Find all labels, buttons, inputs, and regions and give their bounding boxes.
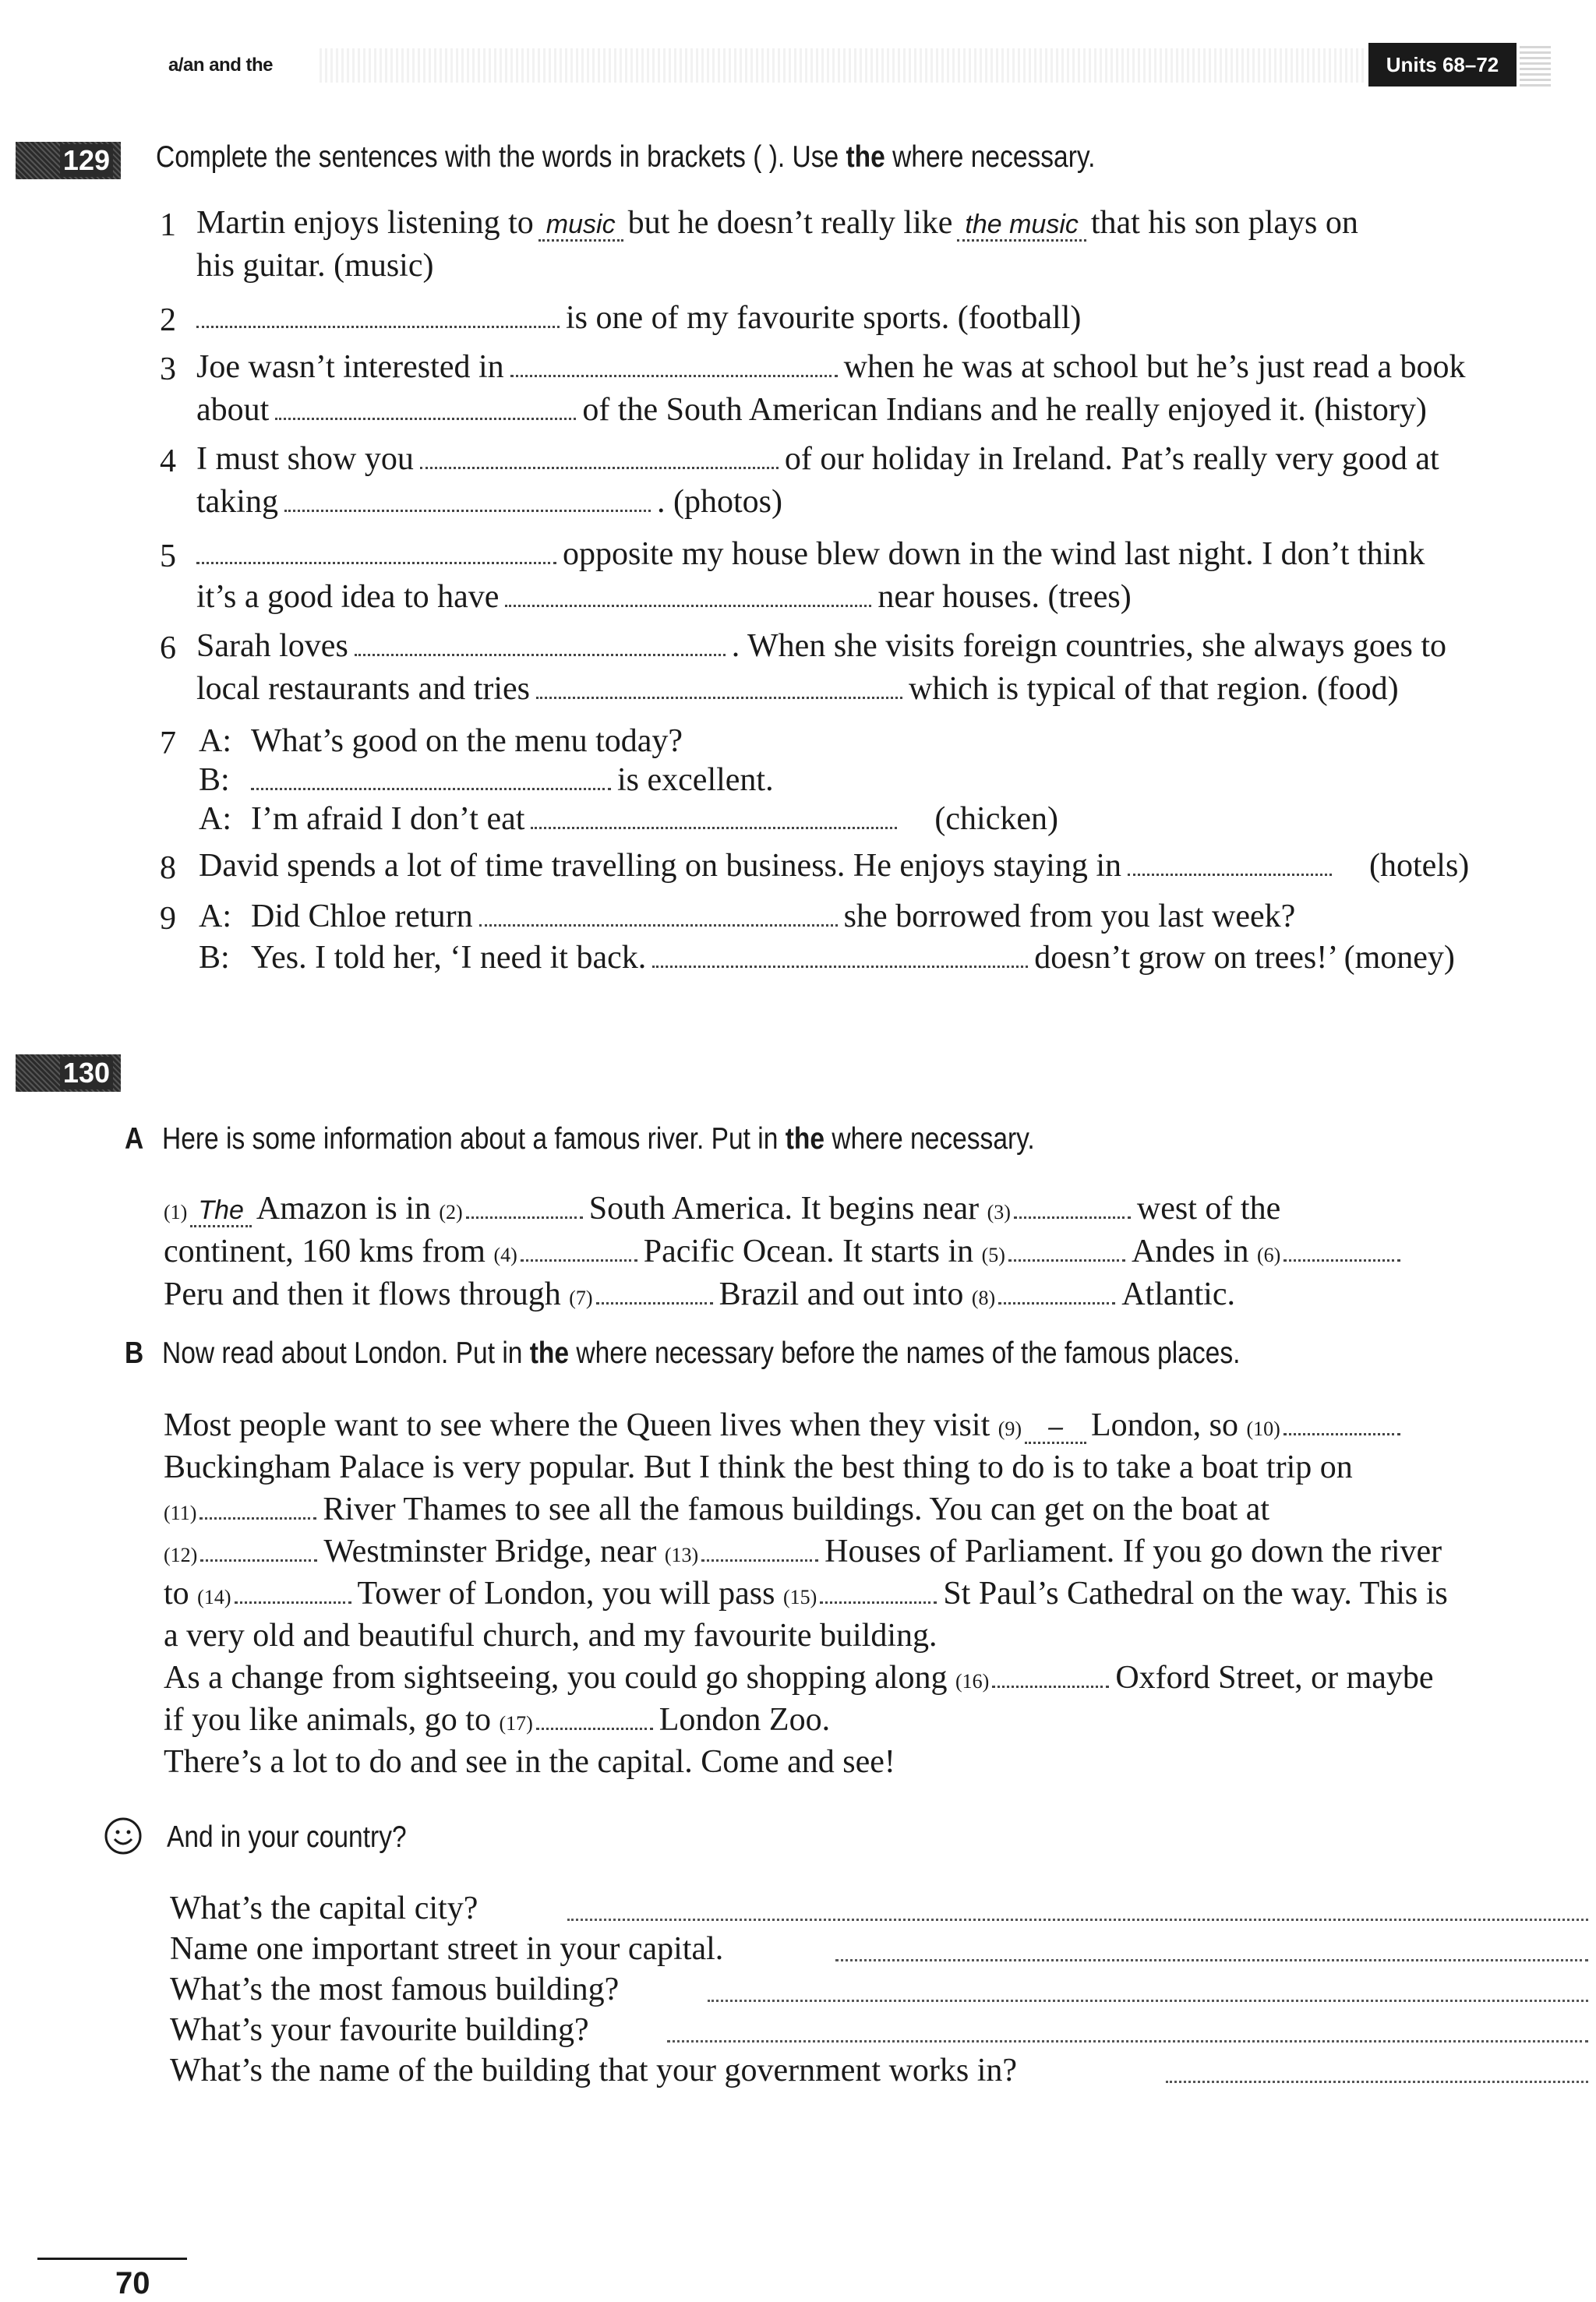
- answer-1a[interactable]: music: [538, 210, 623, 242]
- answer-b9[interactable]: –: [1025, 1412, 1086, 1444]
- blank-3b[interactable]: [275, 418, 576, 420]
- part-b-line-4: (12) Westminster Bridge, near (13) Houses of Parliament. If you go down the river: [164, 1534, 1442, 1569]
- answer-a1[interactable]: The: [190, 1195, 252, 1227]
- header-decorative-strip: [320, 48, 1364, 83]
- blank-b17[interactable]: [536, 1728, 653, 1730]
- part-b-line-8: if you like animals, go to (17) London Zoo.: [164, 1702, 831, 1738]
- exercise-130-badge: 130: [16, 1054, 121, 1092]
- blank-b16[interactable]: [992, 1686, 1109, 1688]
- blank-9a[interactable]: [479, 924, 838, 927]
- blank-7b[interactable]: [531, 827, 897, 829]
- item-number: 7: [160, 726, 176, 761]
- sentence-3-line-1: Joe wasn’t interested in when he was at school but he’s just read a book: [196, 349, 1466, 385]
- country-section-title: And in your country?: [167, 1820, 407, 1854]
- speaker-b: B:: [199, 940, 230, 976]
- sentence-9-line-2: Yes. I told her, ‘I need it back. doesn’t grow on trees!’ (money): [251, 940, 1455, 976]
- part-b-line-7: As a change from sightseeing, you could go shopping along (16) Oxford Street, or maybe: [164, 1660, 1434, 1696]
- part-b-line-6: a very old and beautiful church, and my favourite building.: [164, 1618, 937, 1654]
- exercise-129-instruction: Complete the sentences with the words in brackets ( ). Use the where necessary.: [156, 140, 1096, 174]
- sentence-8: David spends a lot of time travelling on business. He enjoys staying in (hotels): [199, 848, 1470, 884]
- part-a-line-2: continent, 160 kms from (4) Pacific Ocean. It starts in (5) Andes in (6): [164, 1235, 1407, 1268]
- blank-a2[interactable]: [466, 1216, 583, 1219]
- country-question-3: What’s the most famous building?: [170, 1972, 620, 2007]
- answer-line-5[interactable]: [1166, 2081, 1588, 2083]
- sentence-1-line-1: Martin enjoys listening to music but he doesn’t really like the music that his son plays on: [196, 205, 1358, 241]
- part-b-instruction: Now read about London. Put in the where necessary before the names of the famous places.: [162, 1336, 1241, 1370]
- sentence-6-line-1: Sarah loves . When she visits foreign countries, she always goes to: [196, 628, 1447, 664]
- speaker-b: B:: [199, 762, 230, 798]
- part-a-line-1: (1) The Amazon is in (2) South America. It begins near (3) west of the: [164, 1191, 1281, 1227]
- country-question-4: What’s your favourite building?: [170, 2012, 589, 2048]
- blank-a5[interactable]: [1008, 1259, 1125, 1262]
- blank-6a[interactable]: [355, 654, 726, 656]
- part-b-line-9: There’s a lot to do and see in the capital. Come and see!: [164, 1744, 895, 1780]
- header-decorative-end: [1520, 43, 1551, 87]
- footer-rule: [37, 2258, 187, 2260]
- part-b-line-2: Buckingham Palace is very popular. But I think the best thing to do is to take a boat trip on: [164, 1449, 1353, 1485]
- item-number: 2: [160, 302, 176, 338]
- speaker-a: A:: [199, 723, 231, 759]
- smiley-icon: [103, 1816, 143, 1856]
- item-number: 6: [160, 630, 176, 666]
- blank-4a[interactable]: [420, 467, 779, 469]
- item-number: 5: [160, 538, 176, 574]
- speaker-a: A:: [199, 801, 231, 837]
- sentence-3-line-2: about of the South American Indians and he really enjoyed it. (history): [196, 392, 1427, 428]
- part-a-line-3: Peru and then it flows through (7) Brazil and out into (8) Atlantic.: [164, 1276, 1235, 1312]
- answer-line-4[interactable]: [667, 2040, 1588, 2042]
- blank-a7[interactable]: [596, 1302, 713, 1305]
- sentence-1-line-2: his guitar. (music): [196, 248, 434, 284]
- answer-1b[interactable]: the music: [957, 210, 1086, 242]
- item-number: 8: [160, 850, 176, 886]
- blank-b13[interactable]: [701, 1559, 818, 1562]
- exercise-129-badge: 129: [16, 142, 121, 179]
- item-number: 1: [160, 207, 176, 243]
- speaker-a: A:: [199, 899, 231, 934]
- part-b-letter: B: [125, 1336, 144, 1370]
- blank-b10[interactable]: [1284, 1433, 1400, 1435]
- blank-5a[interactable]: [196, 562, 556, 564]
- sentence-9-line-1: Did Chloe return she borrowed from you last week?: [251, 899, 1296, 934]
- blank-a8[interactable]: [998, 1302, 1115, 1305]
- blank-a6[interactable]: [1284, 1259, 1400, 1262]
- sentence-7-line-3: I’m afraid I don’t eat (chicken): [251, 801, 1058, 837]
- blank-9b[interactable]: [652, 966, 1028, 968]
- sentence-5-line-2: it’s a good idea to have near houses. (trees): [196, 579, 1132, 615]
- item-number: 3: [160, 351, 176, 387]
- units-tab: Units 68–72: [1368, 43, 1517, 87]
- blank-b11[interactable]: [200, 1517, 316, 1520]
- blank-6b[interactable]: [536, 697, 902, 699]
- country-question-5: What’s the name of the building that your government works in?: [170, 2053, 1018, 2088]
- part-b-line-3: (11) River Thames to see all the famous buildings. You can get on the boat at: [164, 1492, 1270, 1527]
- blank-2[interactable]: [196, 326, 560, 328]
- sentence-6-line-2: local restaurants and tries which is typical of that region. (food): [196, 671, 1399, 707]
- answer-line-3[interactable]: [708, 2000, 1588, 2002]
- blank-5b[interactable]: [505, 605, 871, 607]
- blank-b15[interactable]: [820, 1601, 937, 1604]
- item-number: 9: [160, 901, 176, 937]
- part-b-line-1: Most people want to see where the Queen lives when they visit (9) – London, so (10): [164, 1409, 1407, 1442]
- answer-line-1[interactable]: [567, 1919, 1588, 1921]
- part-a-letter: A: [125, 1122, 144, 1156]
- sentence-7-line-2: is excellent.: [251, 764, 774, 796]
- country-question-2: Name one important street in your capital.: [170, 1931, 724, 1967]
- blank-7a[interactable]: [251, 788, 611, 790]
- answer-line-2[interactable]: [835, 1959, 1588, 1961]
- blank-a3[interactable]: [1014, 1216, 1131, 1219]
- section-title: a/an and the: [168, 55, 274, 76]
- sentence-7-line-1: What’s good on the menu today?: [251, 723, 683, 759]
- sentence-2: is one of my favourite sports. (football): [196, 302, 1081, 334]
- blank-a4[interactable]: [521, 1259, 637, 1262]
- sentence-5-line-1: opposite my house blew down in the wind last night. I don’t think: [196, 538, 1425, 570]
- part-a-instruction: Here is some information about a famous river. Put in the where necessary.: [162, 1122, 1035, 1156]
- blank-4b[interactable]: [284, 510, 651, 512]
- blank-b12[interactable]: [200, 1559, 317, 1562]
- blank-3a[interactable]: [510, 375, 838, 377]
- blank-b14[interactable]: [235, 1601, 351, 1604]
- sentence-4-line-1: I must show you of our holiday in Ireland. Pat’s really very good at: [196, 441, 1439, 477]
- part-b-line-5: to (14) Tower of London, you will pass (15) St Paul’s Cathedral on the way. This is: [164, 1576, 1448, 1612]
- sentence-4-line-2: taking . (photos): [196, 484, 782, 520]
- blank-8[interactable]: [1128, 874, 1332, 876]
- country-question-1: What’s the capital city?: [170, 1891, 478, 1926]
- item-number: 4: [160, 443, 176, 479]
- page-number: 70: [115, 2266, 150, 2300]
